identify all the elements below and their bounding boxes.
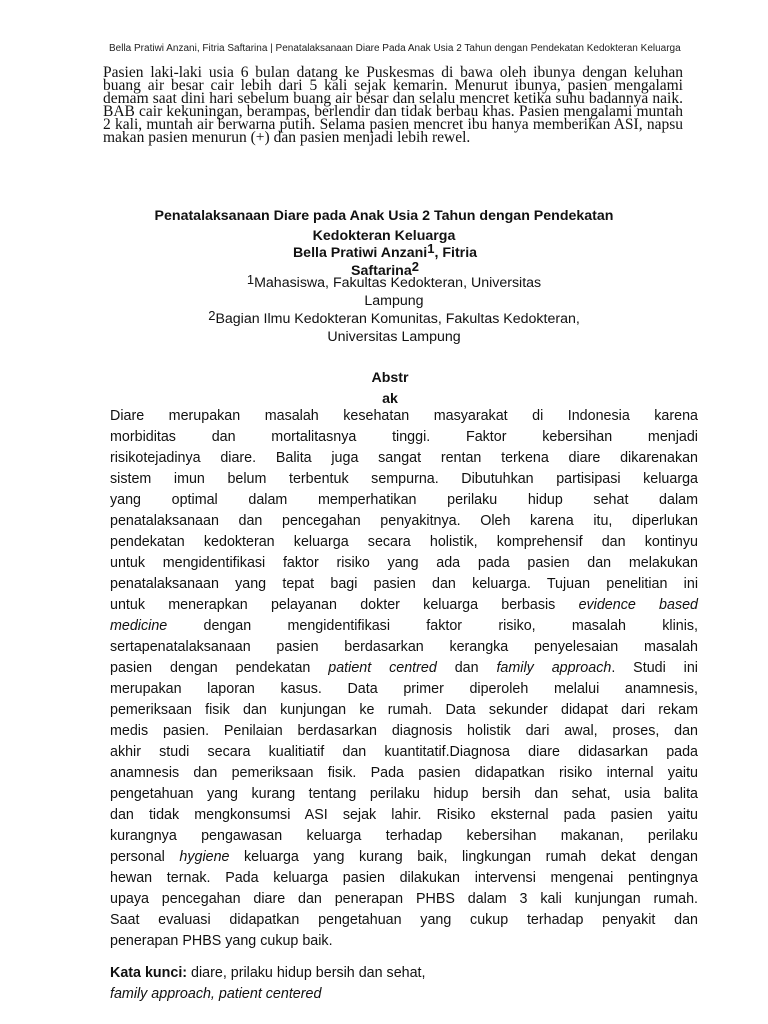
affiliation-2-line-2: Universitas Lampung	[327, 329, 461, 345]
abstract-text: keluarga yang kurang baik, lingkungan rumah dekat dengan	[229, 849, 698, 865]
abstract-line: pemeriksaan fisik dan kunjungan ke rumah. Data sekunder didapat dari rekam	[110, 702, 698, 718]
abstract-heading-line-1: Abstr	[371, 370, 409, 386]
affiliation-1-line-2: Lampung	[364, 293, 424, 309]
overlapping-case-paragraph: Pasien laki-laki usia 6 bulan datang ke Puskesmas di bawa oleh ibunya dengan keluhan buang air besar cair lebih dari 5 kali sejak kemarin. Menurut ibunya, pasien mengalami demam saat dini hari sebelum buang air besar dan selalu mencret ketika suhu badannya naik. BAB cair kekuningan, berampas, berlendir dan tidak berbau khas. Pasien mengalami muntah 2 kali, muntah air berwarna putih. Selama pasien mencret ibu hanya memberikan ASI, napsu makan pasien menurun (+) dan pasien menjadi lebih rewel.	[103, 64, 683, 146]
affiliation-2	[170, 310, 618, 346]
running-header: Bella Pratiwi Anzani, Fitria Saftarina | Penatalaksanaan Diare Pada Anak Usia 2 Tahun dengan Pendekatan Kedokteran Keluarga	[109, 43, 681, 54]
abstract-line: penatalaksanaan dan pencegahan penyakitnya. Oleh karena itu, diperlukan	[110, 513, 698, 529]
affiliation-1-line-1: Mahasiswa, Fakultas Kedokteran, Universitas	[254, 275, 542, 291]
abstract-text: personal	[110, 849, 180, 865]
abstract-line: dan tidak mengkonsumsi ASI sejak lahir. Risiko eksternal pada pasien yaitu	[110, 807, 698, 823]
author-name-2: Saftarina	[351, 263, 412, 279]
abstract-text: untuk menerapkan pelayanan dokter keluarga berbasis	[110, 597, 579, 613]
abstract-line: risikotejadinya diare. Balita juga sangat rentan terkena diare dikarenakan	[110, 450, 698, 466]
paper-title	[110, 206, 658, 246]
abstract-line: akhir studi secara kualitiatif dan kuantitatif.Diagnosa diare didasarkan pada	[110, 744, 698, 760]
abstract-italic-term: medicine	[110, 618, 168, 634]
abstract-italic-term: patient centred	[328, 660, 437, 676]
abstract-line: Diare merupakan masalah kesehatan masyarakat di Indonesia karena	[110, 408, 698, 424]
abstract-text: pasien dengan pendekatan	[110, 660, 329, 676]
abstract-line: pengetahuan yang kurang tentang perilaku hidup bersih dan sehat, usia balita	[110, 786, 698, 802]
abstract-line: Saat evaluasi didapatkan pengetahuan yang cukup terhadap penyakit dan	[110, 912, 698, 928]
abstract-italic-term: hygiene	[179, 849, 230, 865]
abstract-line	[110, 847, 698, 868]
keywords	[110, 963, 698, 1005]
abstract-body	[110, 406, 698, 952]
abstract-line	[110, 595, 698, 616]
abstract-line: pendekatan kedokteran keluarga secara holistik, komprehensif dan kontinyu	[110, 534, 698, 550]
abstract-text: . Studi ini	[611, 660, 698, 676]
abstract-line: morbiditas dan mortalitasnya tinggi. Faktor kebersihan menjadi	[110, 429, 698, 445]
abstract-line: yang optimal dalam memperhatikan perilaku hidup sehat dalam	[110, 492, 698, 508]
abstract-line	[110, 658, 698, 679]
abstract-heading-line-2: ak	[382, 391, 398, 407]
abstract-italic-term: evidence based	[578, 597, 698, 613]
abstract-line: sertapenatalaksanaan pasien berdasarkan kerangka penyelesaian masalah	[110, 639, 698, 655]
abstract-line: penerapan PHBS yang cukup baik.	[110, 933, 333, 949]
title-line-1: Penatalaksanaan Diare pada Anak Usia 2 Tahun dengan Pendekatan	[154, 208, 614, 224]
keywords-plain: diare, prilaku hidup bersih dan sehat,	[187, 965, 426, 981]
author-affiliation-mark-2: 2	[411, 259, 419, 274]
author-separator: , Fitria	[434, 245, 478, 261]
affiliation-1	[170, 274, 618, 310]
abstract-line: sistem imun belum terbentuk sempurna. Dibutuhkan partisipasi keluarga	[110, 471, 698, 487]
affiliation-mark-1: 1	[246, 272, 255, 287]
abstract-line: upaya pencegahan diare dan penerapan PHBS dalam 3 kali kunjungan rumah.	[110, 891, 698, 907]
affiliation-2-line-1: Bagian Ilmu Kedokteran Komunitas, Fakultas Kedokteran,	[215, 311, 580, 327]
abstract-line: anamnesis dan pemeriksaan fisik. Pada pasien didapatkan risiko internal yaitu	[110, 765, 698, 781]
abstract-line: hewan ternak. Pada keluarga pasien dilakukan intervensi mengenai pentingnya	[110, 870, 698, 886]
abstract-line: medis pasien. Penilaian berdasarkan diagnosis holistik dari awal, proses, dan	[110, 723, 698, 739]
abstract-text: dan	[436, 660, 497, 676]
abstract-line: kurangnya pengawasan keluarga terhadap kebersihan makanan, perilaku	[110, 828, 698, 844]
abstract-line: merupakan laporan kasus. Data primer diperoleh melalui anamnesis,	[110, 681, 698, 697]
keywords-label: Kata kunci:	[110, 965, 188, 981]
abstract-heading	[360, 368, 420, 410]
abstract-italic-term: family approach	[496, 660, 612, 676]
author-name-1: Bella Pratiwi Anzani	[292, 245, 428, 261]
author-affiliation-mark-1: 1	[427, 241, 435, 256]
title-line-2: Kedokteran Keluarga	[312, 228, 456, 244]
abstract-text: dengan mengidentifikasi faktor risiko, masalah klinis,	[167, 618, 698, 634]
keywords-italic: family approach, patient centered	[110, 986, 322, 1002]
affiliation-mark-2: 2	[208, 308, 216, 323]
abstract-line: untuk mengidentifikasi faktor risiko yang ada pada pasien dan melakukan	[110, 555, 698, 571]
abstract-line: penatalaksanaan yang tepat bagi pasien dan keluarga. Tujuan penelitian ini	[110, 576, 698, 592]
abstract-line	[110, 616, 698, 637]
